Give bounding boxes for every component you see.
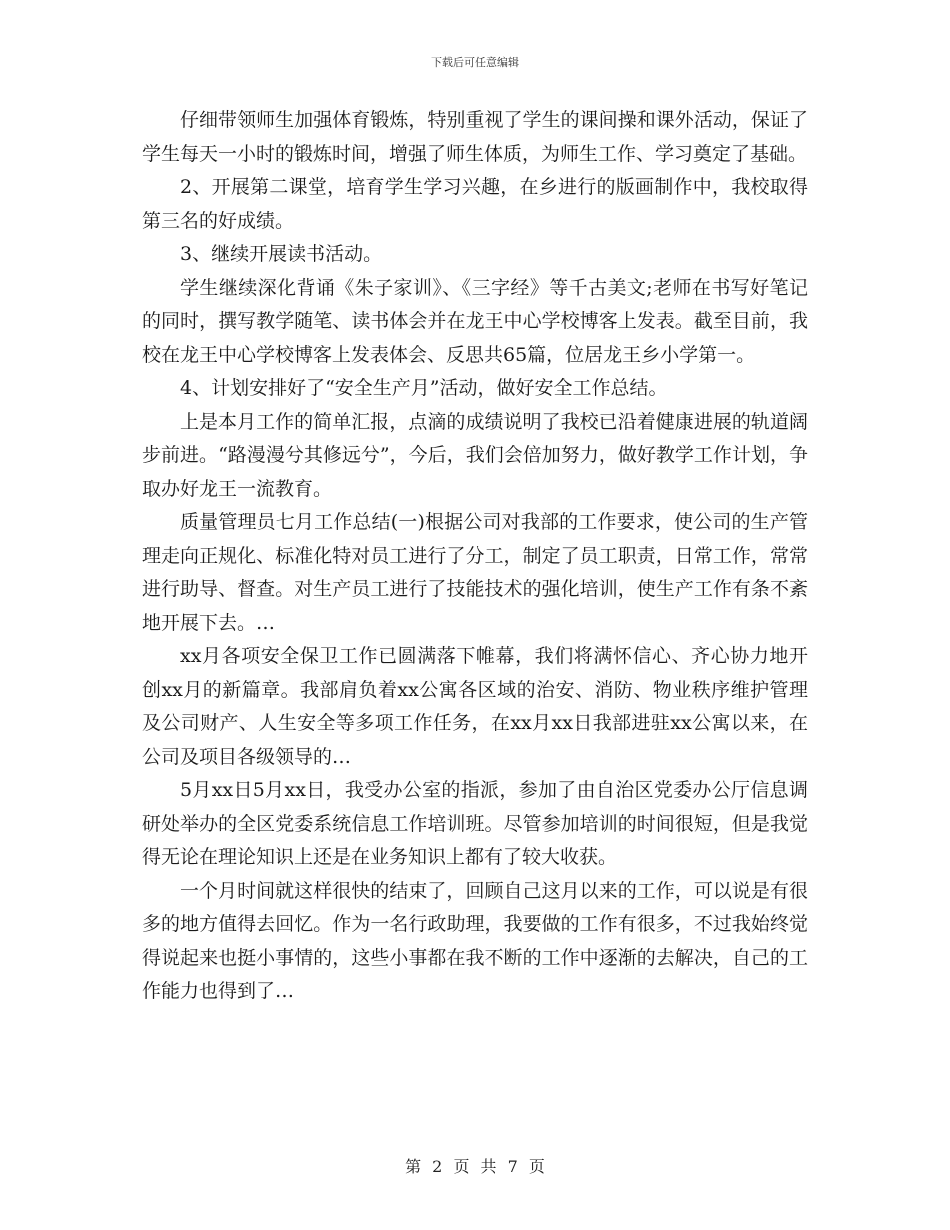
paragraph-9: 5月xx日5月xx日，我受办公室的指派，参加了由自治区党委办公厅信息调研处举办的全区党委系统信息工作培训班。尽管参加培训的时间很短，但是我觉得无论在理论知识上还是在业务知识上都有了较大收获。 — [142, 779, 808, 868]
paragraph-5: 4、计划安排好了“安全生产月”活动，做好安全工作总结。 — [180, 377, 668, 399]
paragraph-1: 仔细带领师生加强体育锻炼，特别重视了学生的课间操和课外活动，保证了学生每天一小时的锻炼时间，增强了师生体质，为师生工作、学习奠定了基础。 — [142, 109, 808, 165]
paragraph-4: 学生继续深化背诵《朱子家训》、《三字经》等千古美文;老师在书写好笔记的同时，撰写教学随笔、读书体会并在龙王中心学校博客上发表。截至目前，我校在龙王中心学校博客上发表体会、反思共65篇，位居龙王乡小学第一。 — [142, 276, 808, 366]
page-header-note: 下载后可任意编辑 — [431, 56, 519, 69]
paragraph-6: 上是本月工作的简单汇报，点滴的成绩说明了我校已沿着健康进展的轨道阔步前进。“路漫漫兮其修远兮”，今后，我们会倍加努力，做好教学工作计划，争取办好龙王一流教育。 — [142, 410, 808, 500]
paragraph-2: 2、开展第二课堂，培育学生学习兴趣，在乡进行的版画制作中，我校取得第三名的好成绩。 — [142, 176, 808, 232]
paragraph-8: xx月各项安全保卫工作已圆满落下帷幕，我们将满怀信心、齐心协力地开创xx月的新篇章。我部肩负着xx公寓各区域的治安、消防、物业秩序维护管理及公司财产、人生安全等多项工作任务，在xx月xx日我部进驻xx公寓以来，在公司及项目各级领导的… — [142, 645, 808, 768]
paragraph-10: 一个月时间就这样很快的结束了，回顾自己这月以来的工作，可以说是有很多的地方值得去回忆。作为一名行政助理，我要做的工作有很多，不过我始终觉得说起来也挺小事情的，这些小事都在我不断的工作中逐渐的去解决，自己的工作能力也得到了… — [142, 879, 808, 1002]
page-number-footer: 第 2 页 共 7 页 — [405, 1157, 545, 1176]
paragraph-7: 质量管理员七月工作总结(一)根据公司对我部的工作要求，使公司的生产管理走向正规化、标准化特对员工进行了分工，制定了员工职责，日常工作，常常进行助导、督查。对生产员工进行了技能技术的强化培训，使生产工作有条不紊地开展下去。… — [142, 511, 808, 634]
document-body — [142, 104, 808, 1009]
paragraph-3: 3、继续开展读书活动。 — [180, 243, 383, 265]
